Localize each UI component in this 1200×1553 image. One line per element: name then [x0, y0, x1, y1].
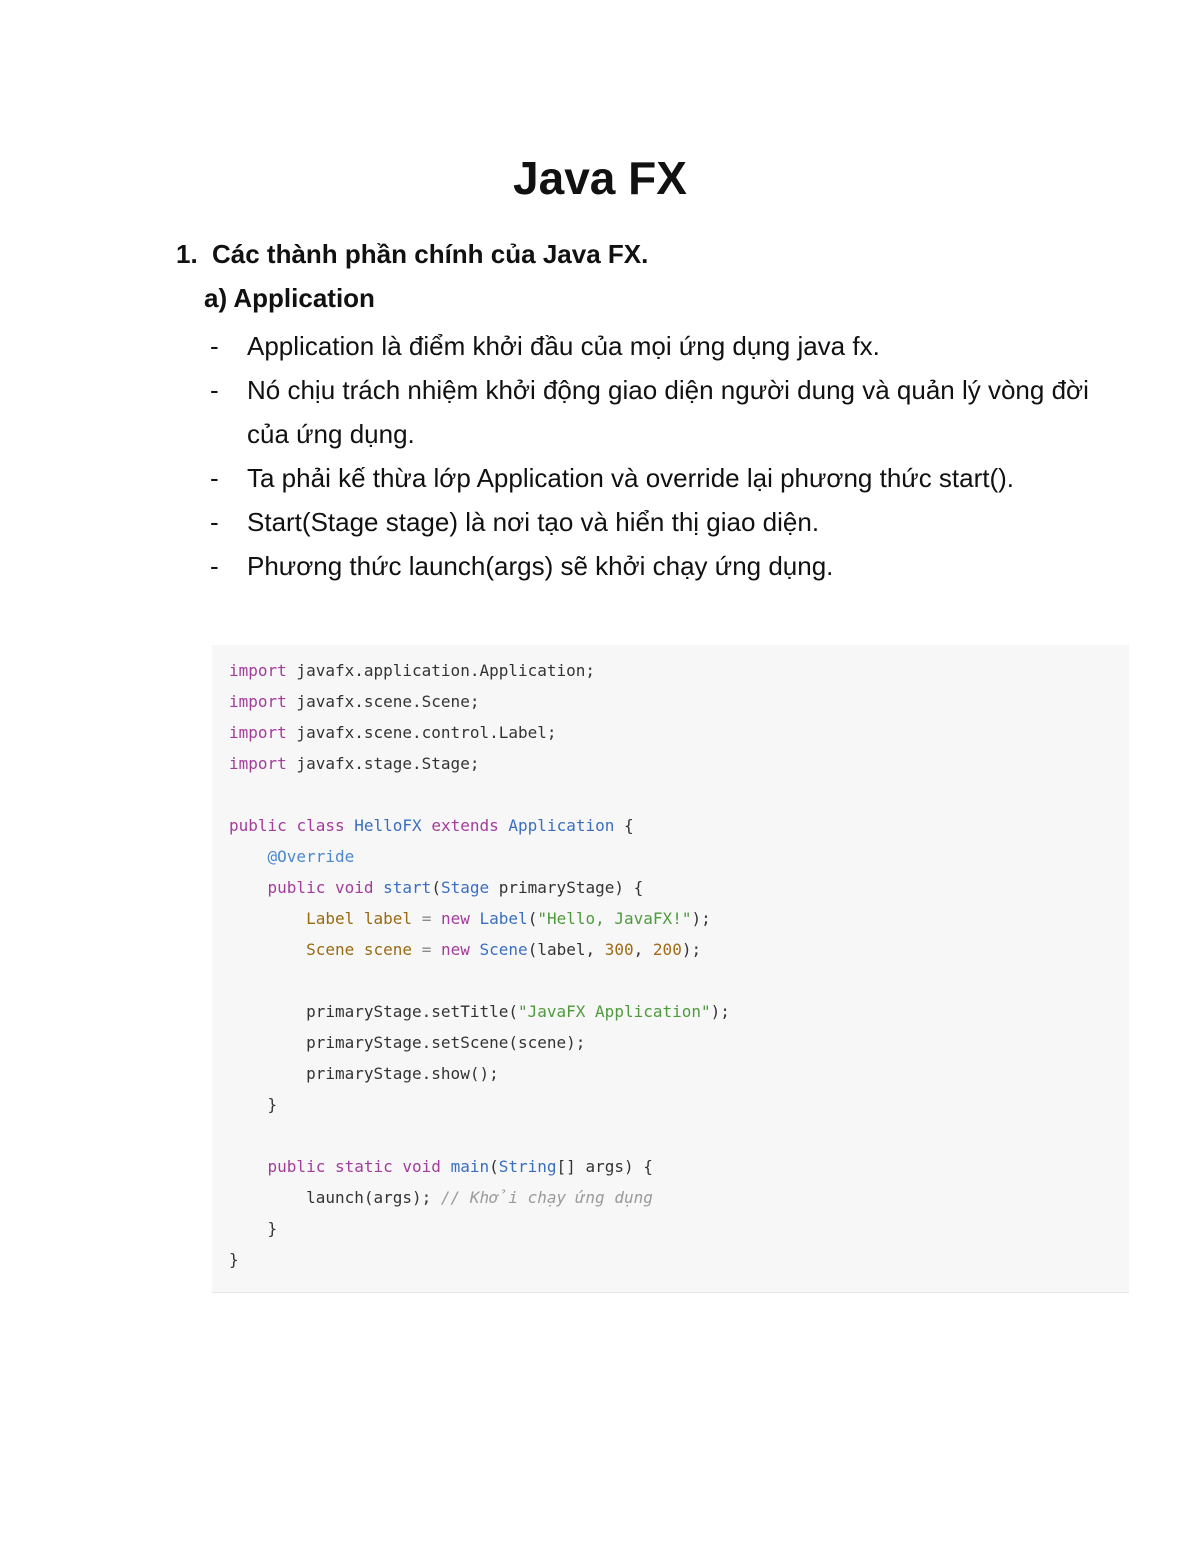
bullet-item	[210, 324, 1090, 368]
code-line: public class HelloFX extends Application {	[229, 816, 634, 835]
code-line: launch(args); // Khởi chạy ứng dụng	[229, 1188, 653, 1207]
bullet-text: Phương thức launch(args) sẽ khởi chạy ứng dụng.	[247, 551, 834, 581]
bullet-text: Start(Stage stage) là nơi tạo và hiển thị giao diện.	[247, 507, 820, 537]
bullet-item	[210, 456, 1090, 500]
code-line: import javafx.stage.Stage;	[229, 754, 480, 773]
section-heading	[176, 236, 648, 272]
page-title: Java FX	[513, 152, 687, 204]
code-line: public void start(Stage primaryStage) {	[267, 878, 644, 897]
code-line: import javafx.scene.Scene;	[229, 692, 480, 711]
code-line: @Override	[267, 847, 355, 866]
bullet-marker: -	[210, 463, 219, 493]
code-line: }	[229, 1095, 278, 1114]
bullet-item	[210, 500, 1090, 544]
code-line: primaryStage.setScene(scene);	[229, 1033, 586, 1052]
bullet-list	[210, 324, 1090, 588]
code-line: public static void main(String[] args) {	[267, 1157, 653, 1176]
code-line: }	[229, 1219, 278, 1238]
bullet-marker: -	[210, 331, 219, 361]
bullet-text: Application là điểm khởi đầu của mọi ứng dụng java fx.	[247, 331, 880, 361]
code-line: primaryStage.show();	[229, 1064, 499, 1083]
code-line	[229, 965, 1129, 996]
section-title: Các thành phần chính của Java FX.	[212, 239, 649, 269]
code-line: Scene scene = new Scene(label, 300, 200);	[306, 940, 702, 959]
code-line: primaryStage.setTitle("JavaFX Application");	[229, 1002, 730, 1021]
bullet-text: Ta phải kế thừa lớp Application và override lại phương thức start().	[247, 463, 1015, 493]
code-line: import javafx.scene.control.Label;	[229, 723, 557, 742]
code-line: import javafx.application.Application;	[229, 661, 596, 680]
code-block	[212, 645, 1129, 1293]
code-line: Label label = new Label("Hello, JavaFX!");	[306, 909, 711, 928]
bullet-text: Nó chịu trách nhiệm khởi động giao diện người dung và quản lý vòng đời của ứng dụng.	[247, 375, 1089, 449]
code-line	[229, 779, 1129, 810]
subsection-heading: a) Application	[204, 283, 375, 313]
section-number: 1.	[176, 239, 198, 269]
bullet-marker: -	[210, 507, 219, 537]
bullet-item	[210, 368, 1090, 456]
code-line	[229, 1120, 1129, 1151]
code-line: }	[229, 1250, 239, 1269]
bullet-marker: -	[210, 375, 219, 405]
bullet-marker: -	[210, 551, 219, 581]
bullet-item	[210, 544, 1090, 588]
